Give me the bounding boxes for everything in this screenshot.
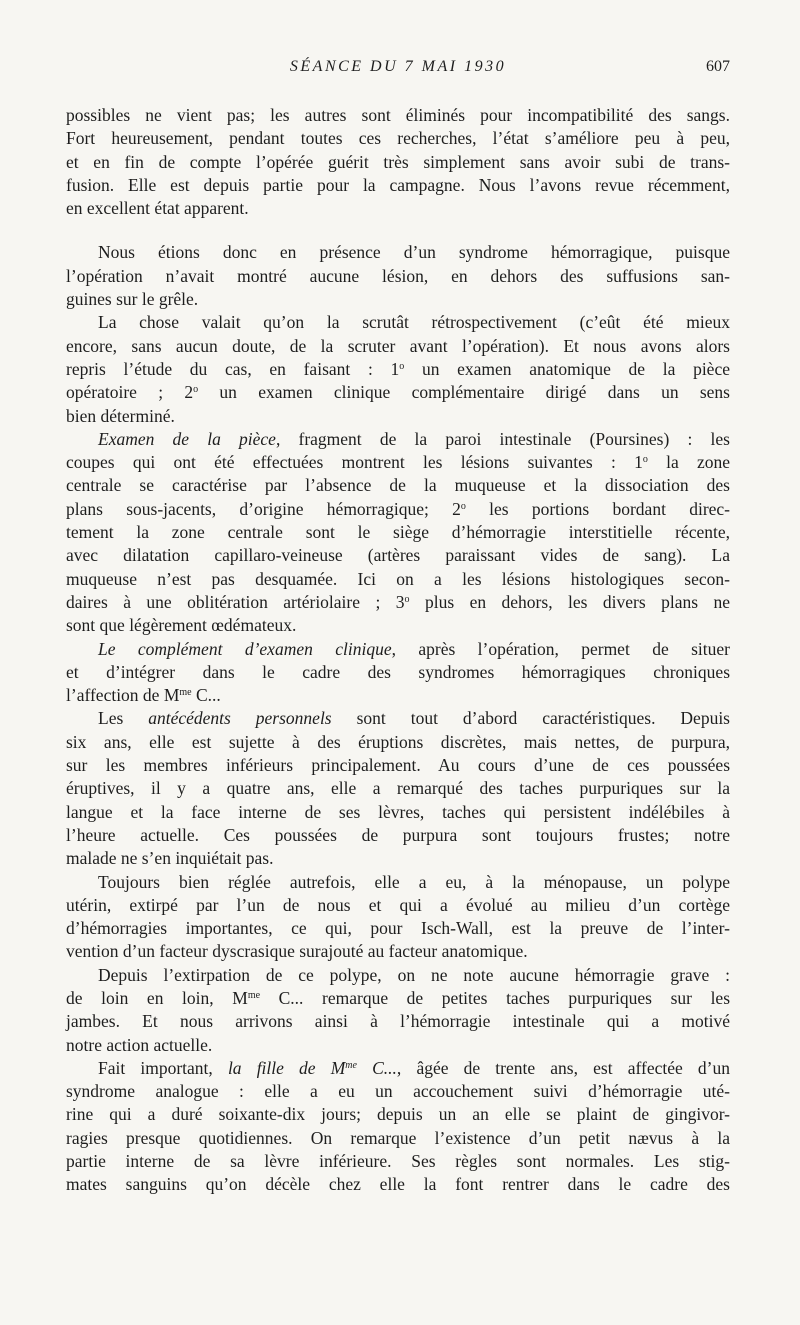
text-run: coupes qui ont été effectuées montrent les lésions suivantes : 1	[66, 452, 643, 473]
text-line	[66, 1103, 730, 1126]
text-run: guines sur le grêle.	[66, 289, 199, 310]
text-run: en excellent état apparent.	[66, 198, 249, 219]
text-run: avec dilatation capillaro-veineuse (artères paraissant vides de sang). La	[66, 545, 730, 566]
text-line	[66, 987, 730, 1010]
text-run: Les	[98, 708, 149, 729]
text-run: mates sanguins qu’on décèle chez elle la font rentrer dans le cadre des	[66, 1174, 730, 1195]
superscript: o	[399, 360, 405, 372]
text-run: vention d’un facteur dyscrasique surajouté au facteur anatomique.	[66, 941, 528, 962]
text-line	[66, 104, 730, 127]
text-run: encore, sans aucun doute, de la scruter avant l’opération). Et nous avons alors	[66, 335, 730, 356]
text-run: malade ne s’en inquiétait pas.	[66, 848, 274, 869]
text-run: rine qui a duré soixante-dix jours; depuis un an elle se plaint de gingivor-	[66, 1104, 730, 1125]
text-line	[66, 940, 730, 963]
paragraph-gap	[66, 220, 730, 241]
text-run: sont tout d’abord caractéristiques. Depuis	[331, 708, 730, 729]
superscript: me	[179, 687, 192, 699]
superscript: me	[247, 989, 261, 1001]
text-run: centrale se caractérise par l’absence de la muqueuse et la dissociation des	[66, 475, 730, 496]
text-run: langue et la face interne de ses lèvres, taches qui persistent indélébiles à	[66, 801, 730, 822]
superscript: o	[460, 500, 466, 512]
text-line	[66, 381, 730, 404]
text-run: Fort heureusement, pendant toutes ces recherches, l’état s’améliore peu à peu,	[66, 128, 730, 149]
text-run: bien déterminé.	[66, 405, 175, 426]
text-run: tement la zone centrale sont le siège d’hémorragie interstitielle récente,	[66, 522, 730, 543]
body-text	[66, 104, 730, 1197]
text-run: , fragment de la paroi intestinale (Poursines) : les	[275, 428, 730, 449]
text-run: Fait important,	[98, 1057, 228, 1078]
text-run: sur les membres inférieurs principalement. Au cours d’une de ces poussées	[66, 755, 730, 776]
text-line	[66, 871, 730, 894]
text-line	[66, 661, 730, 684]
text-line	[66, 731, 730, 754]
text-run: notre action actuelle.	[66, 1034, 213, 1055]
text-run: un examen anatomique de la pièce	[404, 358, 730, 379]
text-line	[66, 1150, 730, 1173]
text-run: les portions bordant direc-	[465, 498, 731, 519]
text-run: l’heure actuelle. Ces poussées de purpura sont toujours frustes; notre	[66, 824, 730, 845]
text-run: et en fin de compte l’opérée guérit très simplement sans avoir subi de trans-	[66, 151, 730, 172]
text-line	[66, 707, 730, 730]
text-run: syndrome analogue : elle a eu un accouchement suivi d’hémorragie uté-	[66, 1081, 730, 1102]
text-run: fusion. Elle est depuis partie pour la campagne. Nous l’avons revue récemment,	[66, 174, 730, 195]
text-line	[66, 568, 730, 591]
text-line	[66, 1010, 730, 1033]
text-run: Nous étions donc en présence d’un syndrome hémorragique, puisque	[98, 242, 730, 263]
italic-text: la fille de M	[227, 1057, 346, 1078]
text-run: sont que légèrement œdémateux.	[66, 615, 297, 636]
text-run: un examen clinique complémentaire dirigé dans un sens	[198, 382, 730, 403]
text-line	[66, 824, 730, 847]
italic-text: Examen de la pièce	[98, 428, 276, 449]
text-run: utérin, extirpé par l’un de nous et qui a évolué au milieu d’un cortège	[66, 894, 730, 915]
text-line	[66, 358, 730, 381]
text-line	[66, 451, 730, 474]
text-run: , après l’opération, permet de situer	[391, 638, 730, 659]
text-run: C...	[191, 685, 221, 706]
text-line	[66, 777, 730, 800]
superscript: me	[345, 1059, 357, 1071]
text-line	[66, 544, 730, 567]
page-header	[66, 58, 730, 84]
text-line	[66, 591, 730, 614]
text-line	[66, 151, 730, 174]
italic-text: antécédents personnels	[148, 708, 332, 729]
text-line	[66, 1034, 730, 1057]
text-line	[66, 428, 730, 451]
text-run: C... remarque de petites taches purpuriques sur les	[260, 987, 731, 1008]
text-run: de loin en loin, M	[66, 987, 248, 1008]
text-run: la zone	[647, 452, 730, 473]
text-line	[66, 265, 730, 288]
text-line	[66, 288, 730, 311]
text-line	[66, 127, 730, 150]
text-line	[66, 801, 730, 824]
text-line	[66, 498, 730, 521]
text-line	[66, 917, 730, 940]
text-line	[66, 521, 730, 544]
text-run: l’affection de M	[66, 685, 180, 706]
superscript: o	[404, 593, 410, 605]
text-run: muqueuse n’est pas desquamée. Ici on a les lésions histologiques secon-	[66, 568, 730, 589]
text-line	[66, 614, 730, 637]
text-run: plans sous-jacents, d’origine hémorragique; 2	[66, 498, 461, 519]
text-run: jambes. Et nous arrivons ainsi à l’hémorragie intestinale qui a motivé	[66, 1011, 730, 1032]
running-title: SÉANCE DU 7 MAI 1930	[289, 58, 507, 75]
text-run: éruptives, il y a quatre ans, elle a remarqué des taches purpuriques sur la	[66, 778, 730, 799]
text-run: opératoire ; 2	[66, 382, 194, 403]
italic-text: C...	[356, 1057, 397, 1078]
text-line	[66, 1057, 730, 1080]
text-run: six ans, elle est sujette à des éruptions discrètes, mais nettes, de purpura,	[66, 731, 730, 752]
text-run: La chose valait qu’on la scrutât rétrospectivement (c’eût été mieux	[98, 312, 730, 333]
text-line	[66, 964, 730, 987]
superscript: o	[193, 384, 199, 396]
text-run: Depuis l’extirpation de ce polype, on ne note aucune hémorragie grave :	[98, 964, 730, 985]
text-run: et d’intégrer dans le cadre des syndromes hémorragiques chroniques	[66, 661, 730, 682]
text-run: repris l’étude du cas, en faisant : 1	[66, 358, 400, 379]
text-line	[66, 311, 730, 334]
text-run: l’opération n’avait montré aucune lésion, en dehors des suffusions san-	[66, 265, 730, 286]
text-line	[66, 197, 730, 220]
text-line	[66, 241, 730, 264]
text-run: daires à une oblitération artériolaire ; 3	[66, 591, 405, 612]
text-line	[66, 1127, 730, 1150]
text-line	[66, 1173, 730, 1196]
text-line	[66, 684, 730, 707]
text-line	[66, 474, 730, 497]
text-line	[66, 894, 730, 917]
text-line	[66, 754, 730, 777]
text-run: possibles ne vient pas; les autres sont éliminés pour incompatibilité des sangs.	[66, 105, 730, 125]
text-line	[66, 405, 730, 428]
text-line	[66, 335, 730, 358]
text-run: d’hémorragies importantes, ce qui, pour Isch-Wall, est la preuve de l’inter-	[66, 918, 730, 939]
text-run: Toujours bien réglée autrefois, elle a eu, à la ménopause, un polype	[98, 871, 730, 892]
text-line	[66, 1080, 730, 1103]
text-line	[66, 847, 730, 870]
text-run: ragies presque quotidiennes. On remarque l’existence d’un petit nævus à la	[66, 1127, 730, 1148]
italic-text: Le complément d’examen clinique	[98, 638, 392, 659]
page-number: 607	[706, 58, 730, 75]
text-line	[66, 638, 730, 661]
text-run: plus en dehors, les divers plans ne	[409, 591, 730, 612]
superscript: o	[642, 454, 648, 466]
text-run: , âgée de trente ans, est affectée d’un	[396, 1057, 730, 1078]
text-run: partie interne de sa lèvre inférieure. Ses règles sont normales. Les stig-	[66, 1151, 730, 1172]
text-line	[66, 174, 730, 197]
